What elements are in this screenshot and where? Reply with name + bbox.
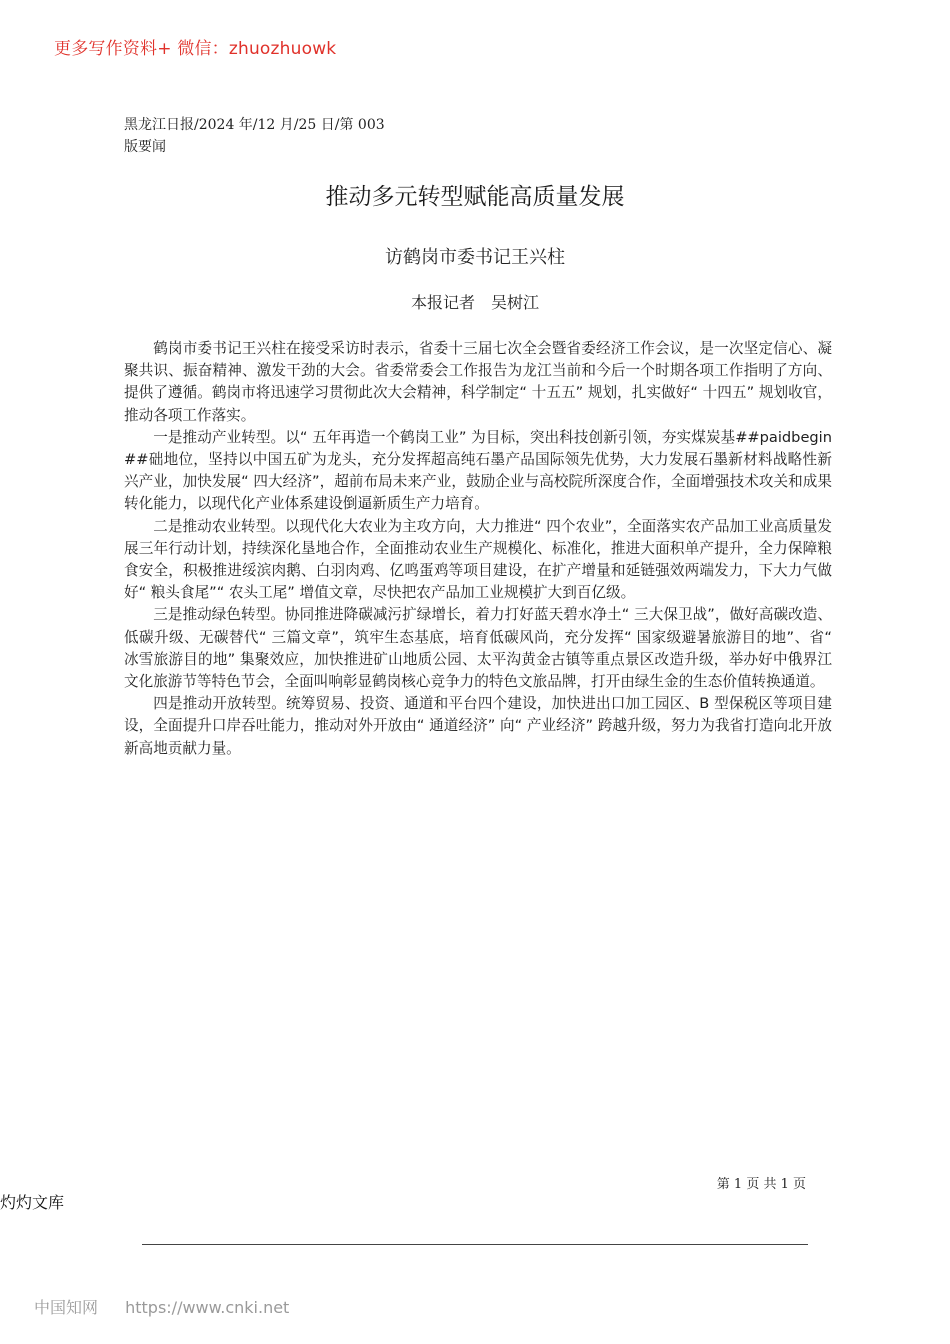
paragraph-intro: 鹤岗市委书记王兴柱在接受采访时表示，省委十三届七次全会暨省委经济工作会议，是一次坚定信心、凝聚共识、振奋精神、激发干劲的大会。省委常委会工作报告为龙江当前和今后一个时期各项工作指明了方向、提供了遵循。鹤岗市将迅速学习贯彻此次大会精神，科学制定“ 十五五” 规划，扎实做好“ 十四五” 规划收官，推动各项工作落实。 [124, 340, 832, 424]
page-number: 第 1 页 共 1 页 [716, 1177, 806, 1192]
article-byline: 本报记者 吴树江 [410, 293, 539, 312]
wenku-label: 灼灼文库 [0, 1193, 65, 1212]
article-subtitle: 访鹤岗市委书记王兴柱 [385, 247, 565, 268]
cnki-watermark [34, 1295, 289, 1318]
cnki-url: https://www.cnki.net [125, 1298, 290, 1317]
promo-banner-text: 更多写作资料+ 微信：zhuozhuowk [54, 39, 337, 59]
footer-divider [142, 1244, 808, 1245]
paragraph-agriculture: 二是推动农业转型。以现代化大农业为主攻方向，大力推进“ 四个农业”，全面落实农产品加工业高质量发展三年行动计划，持续深化垦地合作，全面推动农业生产规模化、标准化，推进大面积单产提升，全力保障粮食安全，积极推进绥滨肉鹅、白羽肉鸡、亿鸣蛋鸡等项目建设，在扩产增量和延链强效两端发力，下大力气做好“ 粮头食尾”“ 农头工尾” 增值文章，尽快把农产品加工业规模扩大到百亿级。 [124, 517, 832, 602]
source-line-2: 版要闻 [124, 139, 166, 155]
source-line-1: 黑龙江日报/2024 年/12 月/25 日/第 003 [124, 117, 385, 133]
cnki-name: 中国知网 [34, 1298, 99, 1317]
source-citation [124, 114, 544, 158]
article-body [124, 338, 832, 760]
paragraph-industry: 一是推动产业转型。以“ 五年再造一个鹤岗工业” 为目标，突出科技创新引领，夯实煤炭基##paidbegin##础地位，坚持以中国五矿为龙头，充分发挥超高纯石墨产品国际领先优势，大力发展石墨新材料战略性新兴产业，加快发展“ 四大经济”，超前布局未来产业，鼓励企业与高校院所深度合作，全面增强技术攻关和成果转化能力，以现代化产业体系建设倒逼新质生产力培育。 [124, 428, 832, 513]
article-title: 推动多元转型赋能高质量发展 [325, 184, 625, 210]
paragraph-opening: 四是推动开放转型。统筹贸易、投资、通道和平台四个建设，加快进出口加工园区、B 型保税区等项目建设，全面提升口岸吞吐能力，推动对外开放由“ 通道经济” 向“ 产业经济” 跨越升级，努力为我省打造向北开放新高地贡献力量。 [124, 695, 832, 757]
paragraph-green: 三是推动绿色转型。协同推进降碳减污扩绿增长，着力打好蓝天碧水净土“ 三大保卫战”，做好高碳改造、低碳升级、无碳替代“ 三篇文章”，筑牢生态基底，培育低碳风尚，充分发挥“ 国家级避暑旅游目的地”、省“ 冰雪旅游目的地” 集聚效应，加快推进矿山地质公园、太平沟黄金古镇等重点景区改造升级，举办好中俄界江文化旅游节等特色节会，全面叫响彰显鹤岗核心竞争力的特色文旅品牌，打开由绿生金的生态价值转换通道。 [124, 606, 832, 691]
